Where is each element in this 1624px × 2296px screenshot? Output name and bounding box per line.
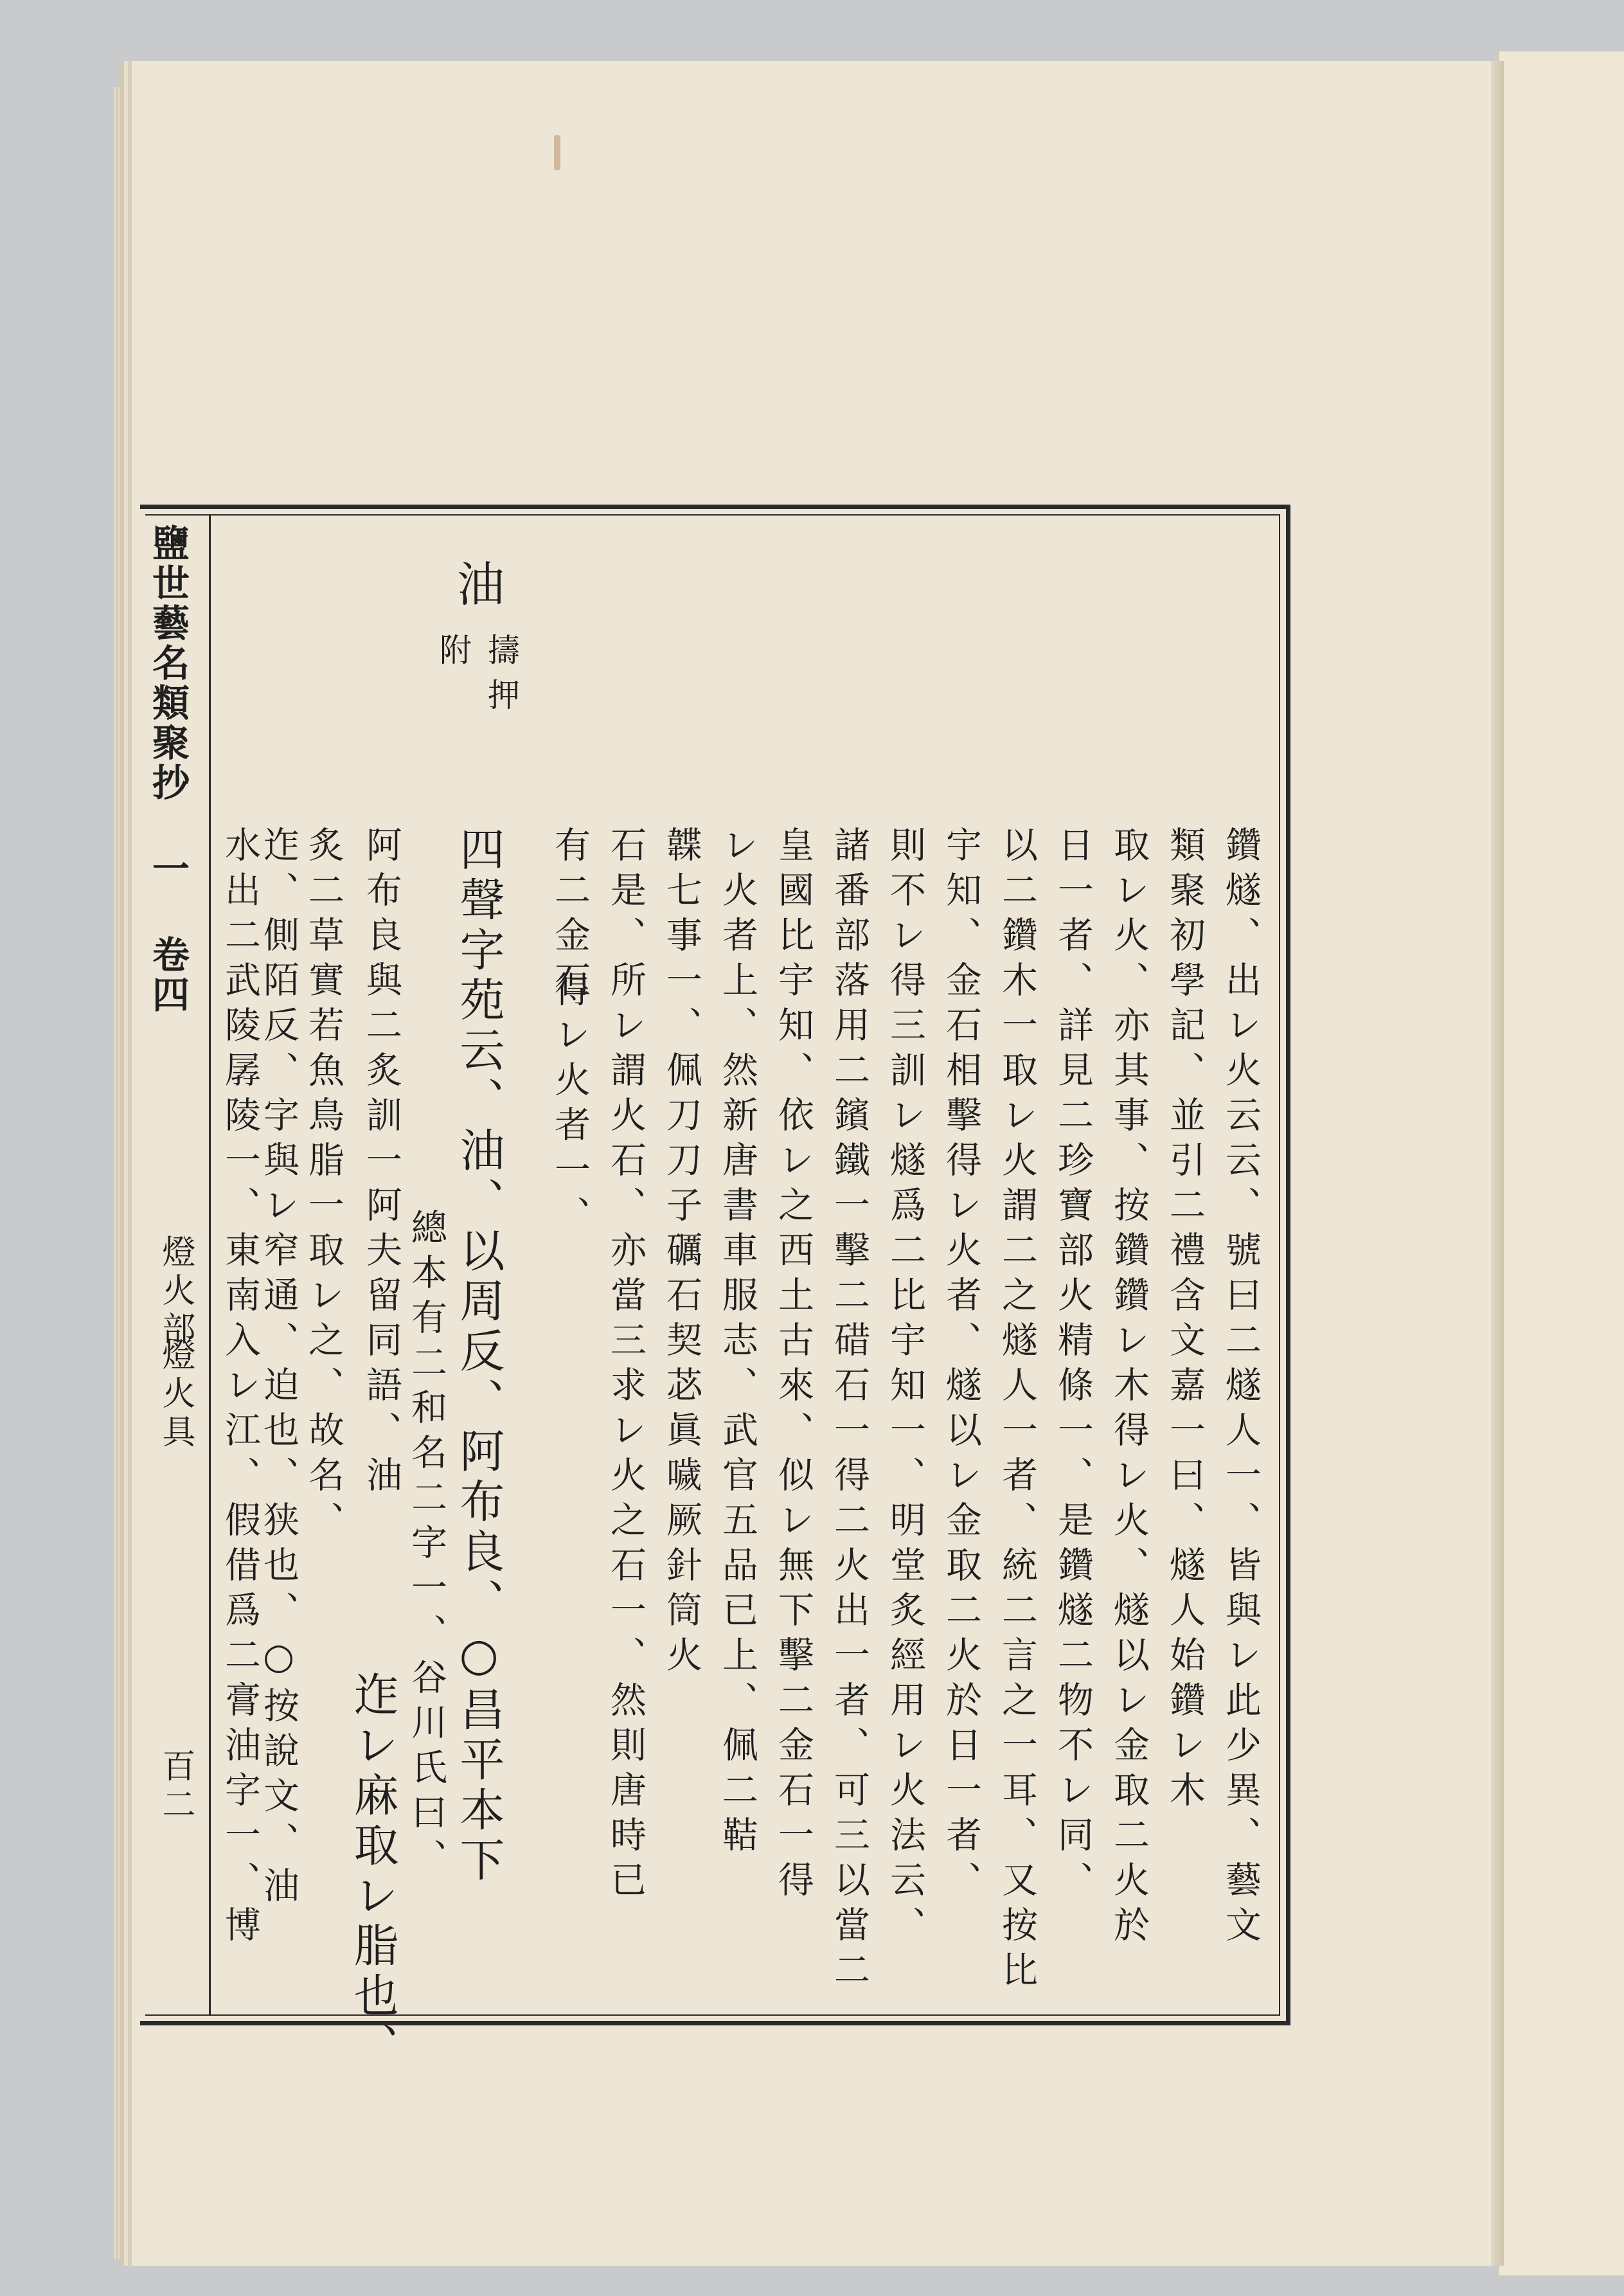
- body-column-6: 宇知、金石相擊得レ火者、燧以レ金取二火於日一者、: [940, 826, 982, 1906]
- paper-stain: [554, 135, 560, 170]
- body-column-4: 日一者、詳見二珍寶部火精條一、是鑽燧二物不レ同、: [1052, 826, 1094, 1906]
- body-column-2: 類聚初學記、並引二禮含文嘉一曰、燧人始鑽レ木: [1164, 826, 1206, 1816]
- body-column-12: 石是、所レ謂火石、亦當三求レ火之石一、然則唐時已: [605, 826, 647, 1906]
- margin-rule: [209, 514, 211, 2016]
- body-column-14: 得レ火者一、: [549, 971, 591, 1241]
- body-column-11: 韘七事一、佩刀刀子礪石契苾眞噦厥針筒火: [661, 826, 702, 1681]
- body-column-3: 取レ火、亦其事、按鑽鑽レ木得レ火、燧以レ金取二火於: [1108, 826, 1150, 1951]
- body-column-9: 皇國比宇知、依レ之西土古來、似レ無下擊二金石一得: [772, 826, 814, 1906]
- subsection-name: 燈火具: [156, 1337, 195, 1453]
- appendix-label: 附: [434, 633, 472, 678]
- entry-column-7: 水出二武陵孱陵一、東南入レ江、假借爲二膏油字一、博: [219, 826, 261, 1951]
- book-title: 鹽世藝名類聚抄 一 卷四: [146, 524, 190, 1015]
- body-column-8: 諸番部落用二鑌鐵一擊二碏石一得二火出一者、可三以當二: [828, 826, 870, 1996]
- facing-page: [1497, 51, 1624, 2275]
- body-column-10: レ火者上、然新唐書車服志、武官五品已上、佩二鞊: [717, 826, 758, 1861]
- entry-column-4: 迮レ麻取レ脂也、: [346, 1671, 399, 2072]
- entry-column-2: 總本有二和名二字一、谷川氏曰、: [406, 1208, 447, 1883]
- section-name: 燈火部: [156, 1234, 195, 1350]
- body-column-13: 有二金石: [549, 826, 591, 1006]
- page-stack-edge: [114, 87, 134, 2259]
- entry-column-5: 炙二草實若魚鳥脂一取レ之、故名、: [303, 826, 344, 1546]
- body-column-5: 以二鑽木一取レ火謂二之燧人一者、統二言之一耳、又按比: [996, 826, 1038, 1996]
- page-number: 百二: [156, 1748, 195, 1825]
- entry-column-1: 四聲字苑云、油、以周反、阿布良、○昌平本下: [452, 826, 505, 1887]
- body-column-1: 鑽燧、出レ火云云、號曰二燧人一、皆與レ此少異、藝文: [1220, 826, 1262, 1951]
- appendix-items: 擣押: [483, 633, 520, 723]
- entry-heading: 油: [449, 559, 504, 607]
- page-gutter: [1491, 61, 1504, 2266]
- body-column-7: 則不レ得三訓レ燧爲二比宇知一、明堂炙經用レ火法云、: [884, 826, 926, 1951]
- entry-column-3: 阿布良與二炙訓一阿夫留同語、油: [361, 826, 402, 1501]
- entry-column-6: 迮、側陌反、字與レ窄通、迫也、狭也、○按說文、油: [258, 826, 299, 1912]
